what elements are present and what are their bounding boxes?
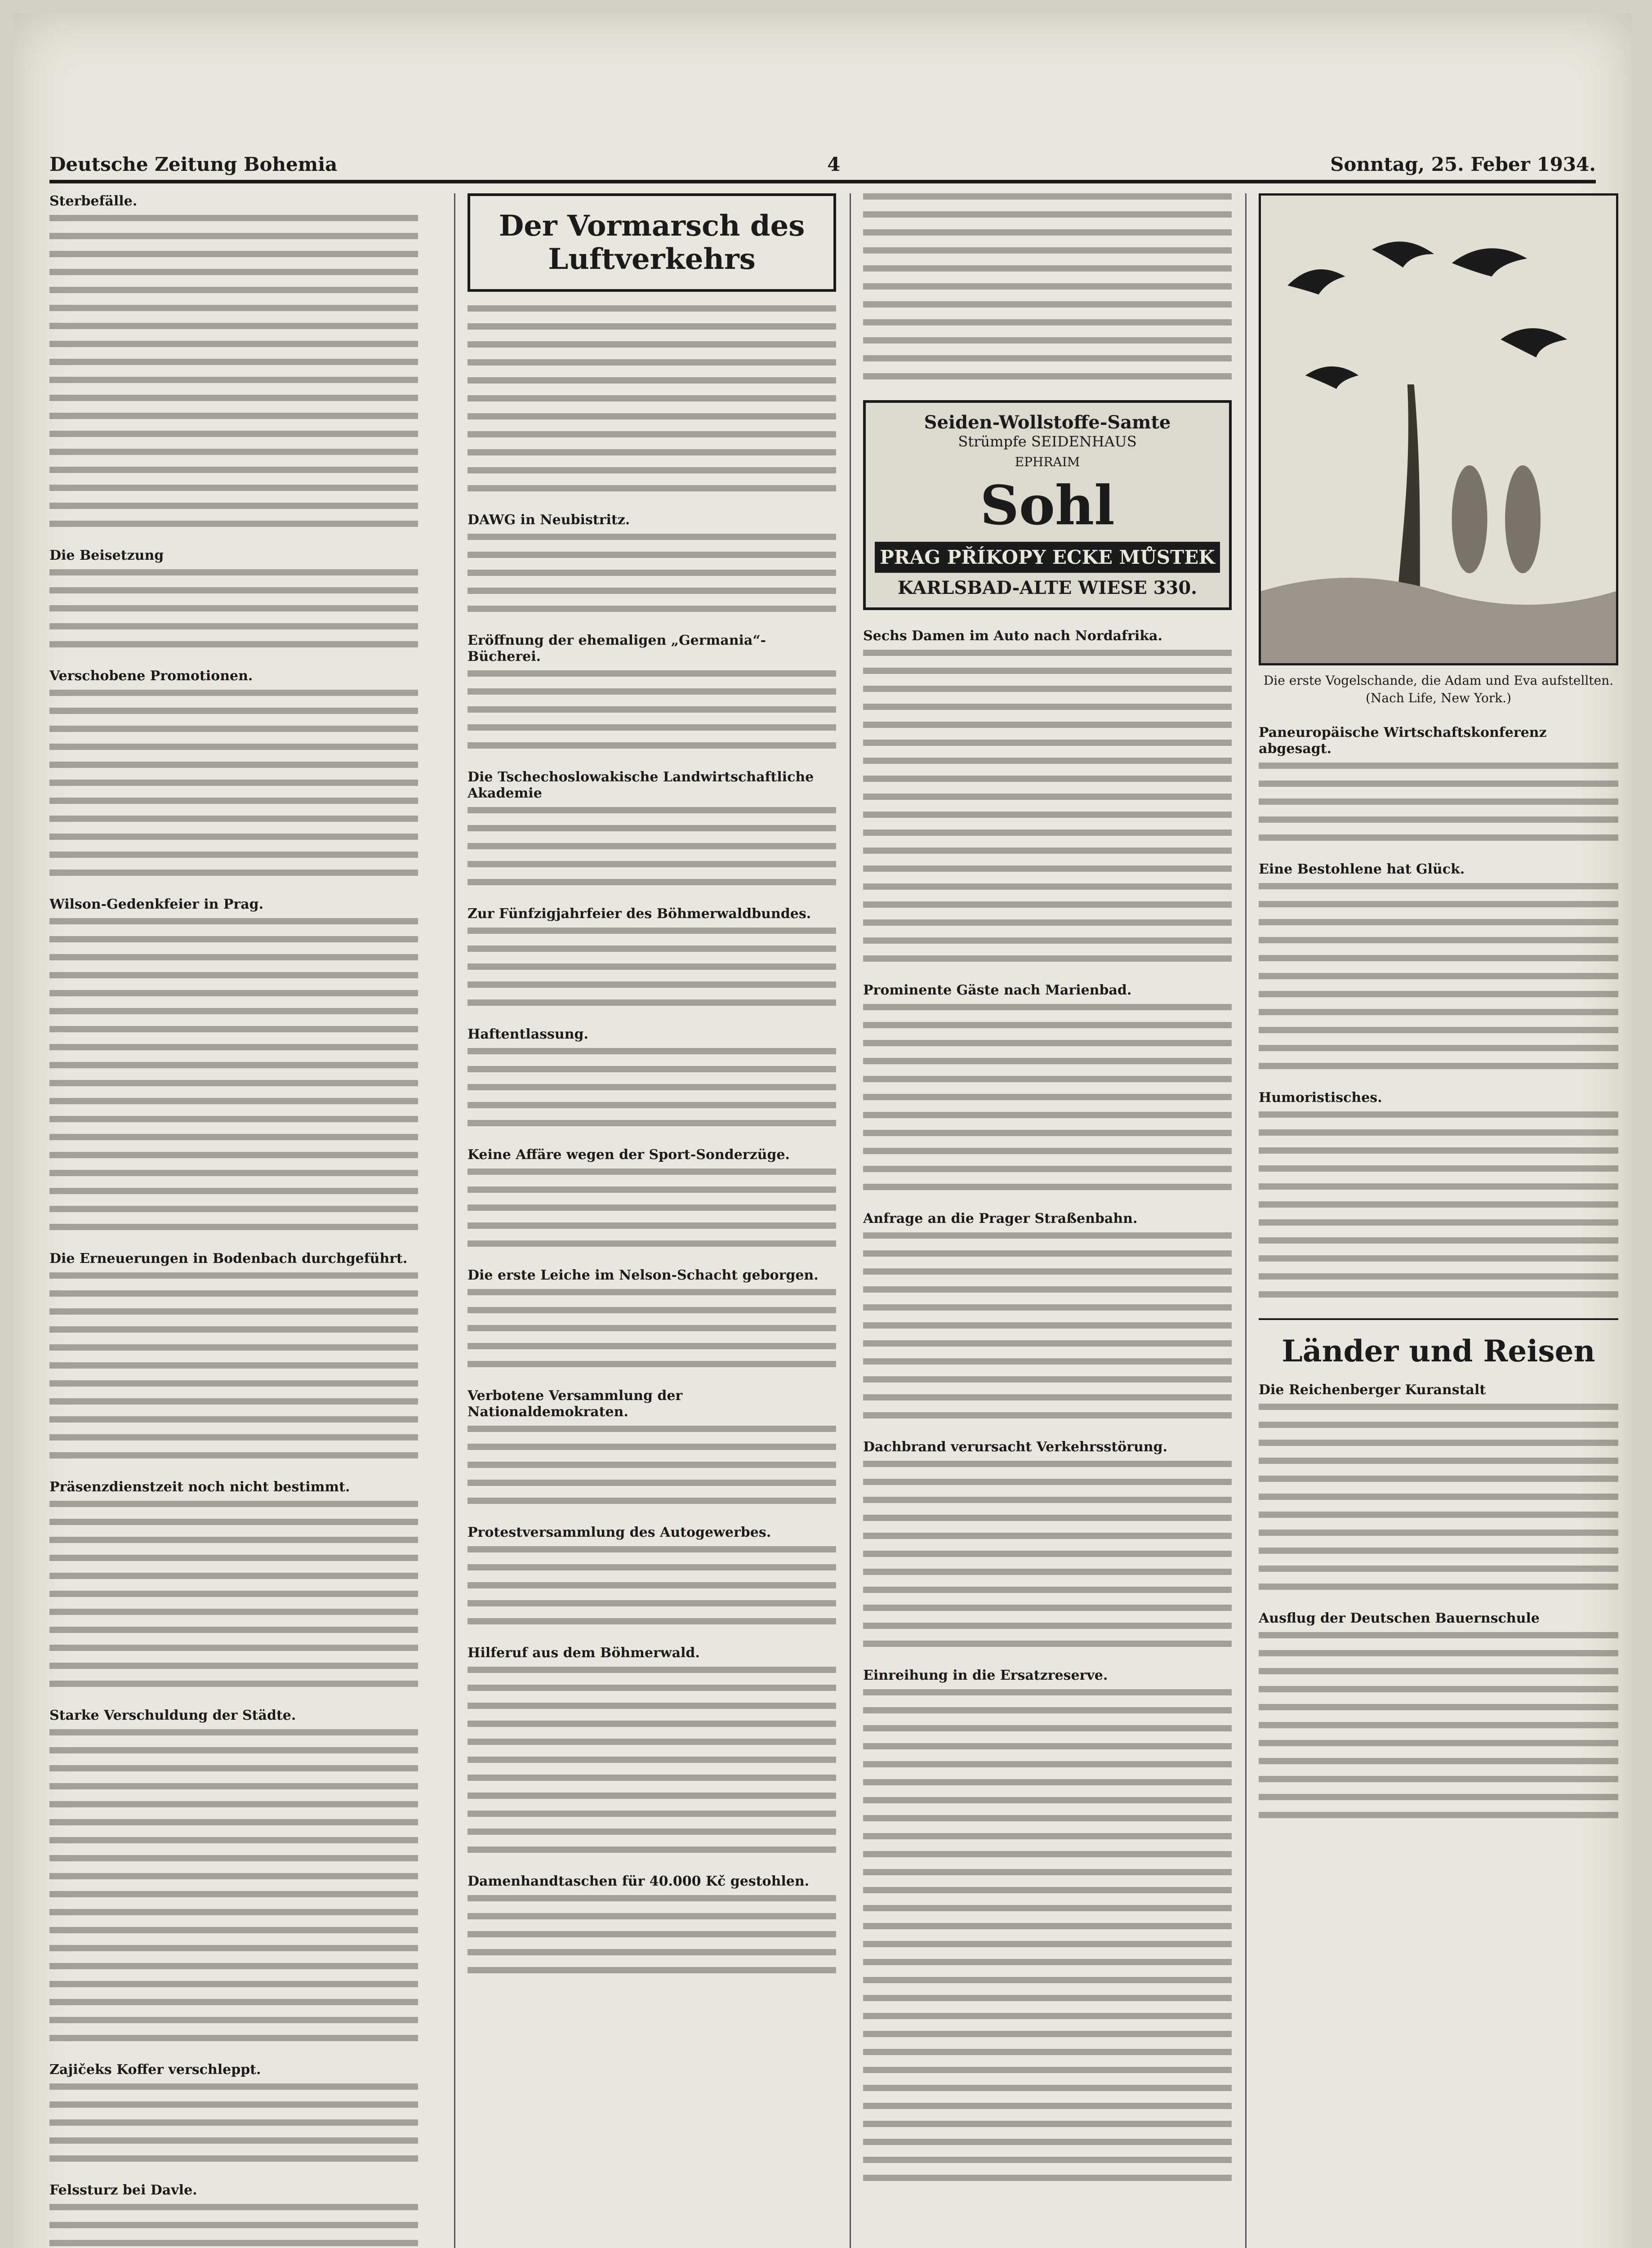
article-headline: Sterbefälle. [49, 193, 138, 209]
article-headline: Felssturz bei Davle. [49, 2182, 197, 2198]
article-headline: Eröffnung der ehemaligen „Germania“-Bücherei. [468, 633, 766, 665]
article-headline: Zur Fünfzigjahrfeier des Böhmerwaldbundes. [468, 906, 811, 922]
article [468, 769, 836, 888]
paper-name: Deutsche Zeitung Bohemia [49, 153, 338, 175]
article [468, 1026, 836, 1129]
article-body-unreadable [468, 1289, 836, 1370]
article-body-unreadable [468, 305, 836, 494]
article [49, 1251, 418, 1461]
article-body-unreadable [468, 1048, 836, 1129]
cartoon-illustration [1259, 193, 1618, 665]
article-body-unreadable [49, 1501, 418, 1690]
article-continuation [863, 193, 1232, 382]
article [468, 906, 836, 1008]
article-headline: Die Beisetzung [49, 548, 164, 563]
article [49, 668, 418, 879]
column-4 [1259, 193, 1618, 2248]
article-body-unreadable [49, 918, 418, 1233]
issue-date: Sonntag, 25. Feber 1934. [1330, 153, 1596, 175]
article-headline: Prominente Gäste nach Marienbad. [863, 982, 1132, 998]
article [468, 1147, 836, 1249]
article-body-unreadable [1259, 883, 1618, 1072]
article-headline: Hilferuf aus dem Böhmerwald. [468, 1645, 700, 1661]
article [49, 1708, 418, 2044]
article [49, 2182, 418, 2248]
article-body-unreadable [468, 1895, 836, 1976]
column-divider [1245, 193, 1247, 2248]
article-body-unreadable [863, 1232, 1232, 1421]
article [863, 1439, 1232, 1650]
article-body-unreadable [49, 1272, 418, 1461]
article-headline: DAWG in Neubistritz. [468, 512, 630, 528]
article-headline: Verschobene Promotionen. [49, 668, 253, 684]
article [863, 982, 1232, 1193]
article [49, 2062, 418, 2164]
column-1 [49, 193, 418, 2248]
article-body-unreadable [468, 928, 836, 1008]
article [468, 1267, 836, 1370]
article-body-unreadable [468, 1546, 836, 1627]
article-body-unreadable [863, 650, 1232, 964]
article [863, 628, 1232, 964]
article [468, 633, 836, 751]
article [1259, 1382, 1618, 1592]
article-body-unreadable [468, 807, 836, 888]
page-number: 4 [827, 153, 841, 175]
ad-name-small: EPHRAIM [1015, 455, 1080, 469]
article-body-unreadable [863, 1004, 1232, 1193]
article-body-unreadable [863, 1689, 1232, 2184]
article-body-unreadable [1259, 1632, 1618, 1821]
ad-top-line: Seiden-Wollstoffe-Samte [924, 412, 1171, 433]
article-headline: Einreihung in die Ersatzreserve. [863, 1668, 1108, 1683]
article-body-unreadable [468, 670, 836, 751]
article [1259, 1090, 1618, 1300]
article-headline: Die Erneuerungen in Bodenbach durchgeführt. [49, 1251, 408, 1267]
ad-address-bar: PRAG PŘÍKOPY ECKE MŮSTEK [875, 542, 1220, 573]
article [468, 512, 836, 615]
section-title: Länder und Reisen [1282, 1334, 1595, 1369]
article [49, 548, 418, 650]
article [468, 1388, 836, 1507]
ad-sub-line: Strümpfe SEIDENHAUS [958, 433, 1137, 450]
section-rule [1259, 1318, 1618, 1320]
column-2 [468, 193, 836, 2248]
article-headline: Haftentlassung. [468, 1026, 588, 1043]
feature-title-box: Der Vormarsch des Luftverkehrs [468, 193, 836, 292]
ad-logo: Sohl [980, 474, 1115, 537]
article [468, 1525, 836, 1627]
article-body-unreadable [468, 1426, 836, 1507]
article [49, 193, 418, 530]
article-headline: Dachbrand verursacht Verkehrsstörung. [863, 1439, 1168, 1455]
article [863, 1211, 1232, 1421]
article [1259, 861, 1618, 1072]
article-headline: Keine Affäre wegen der Sport-Sonderzüge. [468, 1147, 790, 1163]
header-rule [49, 180, 1596, 183]
advertisement [863, 400, 1232, 610]
article-headline: Starke Verschuldung der Städte. [49, 1708, 296, 1723]
article-body-unreadable [468, 534, 836, 615]
cartoon-caption-text: Die erste Vogelschande, die Adam und Eva aufstellten. [1263, 673, 1614, 688]
article [1259, 1610, 1618, 1821]
article [468, 1873, 836, 1976]
cartoon-credit: (Nach Life, New York.) [1365, 691, 1512, 706]
article-headline: Humoristisches. [1259, 1090, 1382, 1106]
article-body-unreadable [49, 569, 418, 650]
ad-bottom-line: KARLSBAD-ALTE WIESE 330. [897, 577, 1198, 598]
article-headline: Zajičeks Koffer verschleppt. [49, 2062, 261, 2078]
article-body-unreadable [49, 2204, 418, 2248]
article-body-unreadable [1259, 1111, 1618, 1300]
article-headline: Eine Bestohlene hat Glück. [1259, 861, 1465, 878]
article [1259, 725, 1618, 843]
article [863, 1668, 1232, 2184]
column-divider [454, 193, 455, 2248]
article-body-unreadable [1259, 1404, 1618, 1592]
article-body-unreadable [49, 690, 418, 879]
article-headline: Ausflug der Deutschen Bauernschule [1259, 1610, 1540, 1627]
column-3 [863, 193, 1232, 2248]
article-headline: Damenhandtaschen für 40.000 Kč gestohlen. [468, 1873, 810, 1890]
article-headline: Protestversammlung des Autogewerbes. [468, 1525, 771, 1541]
article-headline: Präsenzdienstzeit noch nicht bestimmt. [49, 1479, 350, 1495]
article-headline: Die Reichenberger Kuranstalt [1259, 1382, 1486, 1398]
article-body-unreadable [468, 1667, 836, 1855]
article-headline: Anfrage an die Prager Straßenbahn. [863, 1211, 1138, 1227]
article [468, 305, 836, 494]
article-body-unreadable [863, 1461, 1232, 1650]
article-headline: Wilson-Gedenkfeier in Prag. [49, 897, 264, 912]
cartoon-drawing [1261, 196, 1616, 663]
article-headline: Sechs Damen im Auto nach Nordafrika. [863, 628, 1162, 644]
article-headline: Die Tschechoslowakische Landwirtschaftliche Akademie [468, 769, 814, 802]
article-body-unreadable [49, 1729, 418, 2044]
article-body-unreadable [468, 1169, 836, 1249]
article-body-unreadable [49, 2083, 418, 2164]
article-headline: Verbotene Versammlung der Nationaldemokraten. [468, 1388, 683, 1420]
article-headline: Die erste Leiche im Nelson-Schacht geborgen. [468, 1267, 819, 1284]
article [49, 897, 418, 1233]
article-body-unreadable [49, 215, 418, 530]
page-header [49, 135, 1596, 175]
article-headline: Paneuropäische Wirtschaftskonferenz abgesagt. [1259, 725, 1547, 757]
column-divider [850, 193, 851, 2248]
article [49, 1479, 418, 1690]
article [468, 1645, 836, 1855]
article-body-unreadable [1259, 763, 1618, 843]
article-body-unreadable [863, 193, 1232, 382]
cartoon-caption [1259, 672, 1618, 707]
